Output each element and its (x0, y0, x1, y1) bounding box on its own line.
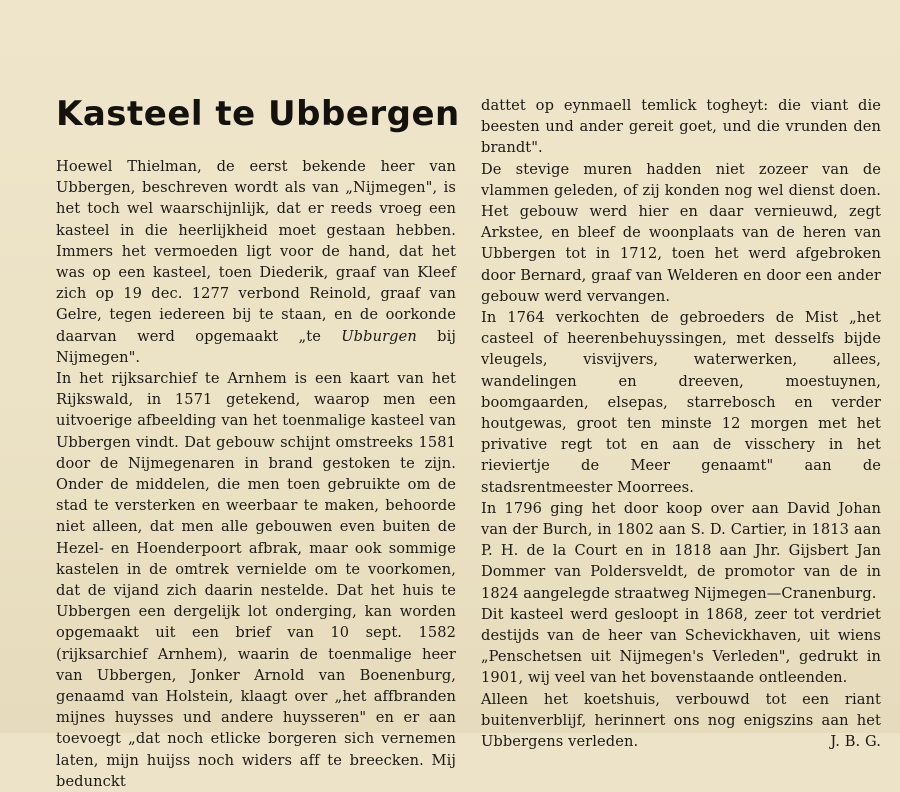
paragraph-1-text: Hoewel Thielman, de eerst bekende heer van Ubbergen, beschreven wordt als van „Nijmegen", is het toch wel waarschijnlijk, dat er reeds vroeg een kasteel in die heerlijkheid moet gestaan hebben. Immers het vermoeden ligt voor de hand, dat het was op een kasteel, toen Diederik, graaf van Kleef zich op 19 dec. 1277 verbond Reinold, graaf van Gelre, tegen iedereen bij te staan, en de oorkonde daarvan werd opgemaakt „te (56, 158, 456, 345)
paragraph-2: In het rijksarchief te Arnhem is een kaart van het Rijkswald, in 1571 getekend, waarop men een uitvoerige afbeelding van het toenmalige kasteel van Ubbergen vindt. Dat gebouw schijnt omstreeks 1581 door de Nijmegenaren in brand gestoken te zijn. Onder de middelen, die men toen gebruikte om de stad te versterken en weerbaar te maken, behoorde niet alleen, dat men alle gebouwen even buiten de Hezel- en Hoenderpoort afbrak, maar ook sommige kastelen in de omtrek vernielde om te voorkomen, dat de vijand zich daarin nestelde. Dat het huis te Ubbergen een dergelijk lot onderging, kan worden opgemaakt uit een brief van 10 sept. 1582 (rijksarchief Arnhem), waarin de toenmalige heer van Ubbergen, Jonker Arnold van Boenenburg, genaamd van Holstein, klaagt over „het affbranden mijnes huysses und andere huysseren" en er aan toevoegt „dat noch etlicke borgeren sich vernemen laten, mijn huijss noch widers aff te breecken. Mij bedunckt (56, 370, 456, 790)
paragraph-7: Dit kasteel werd gesloopt in 1868, zeer tot verdriet destijds van de heer van Schevickhaven, uit wiens „Penschetsen uit Nijmegen's Verleden", gedrukt in 1901, wij veel van het bovenstaande ontleenden. (481, 605, 881, 687)
signature: J. B. G. (830, 733, 881, 751)
paragraph-5: In 1764 verkochten de gebroeders de Mist „het casteel of heerenbehuyssingen, met desselfs bijde vleugels, visvijvers, waterwerken, allees, wandelingen en dreeven, moestuynen, boomgaarden, elsepas, starrebosch en verder houtgewas, groot ten minste 12 morgen met het privative regt tot en aan de visschery in het rieviertje de Meer genaamt" aan de stadsrentmeester Moorrees. (481, 309, 881, 496)
paragraph-8 (481, 689, 881, 753)
left-column (56, 86, 460, 792)
paragraph-1-italic: Ubburgen (341, 327, 417, 345)
paragraph-8-text: Alleen het koetshuis, verbouwd tot een riant buitenverblijf, herinnert ons nog enigszins aan het Ubbergens verleden. (481, 690, 881, 751)
paragraph-3: dattet op eynmaell temlick togheyt: die viant die beesten und ander gereit goet, und die vrunden den brandt". (481, 97, 881, 157)
right-column (481, 95, 881, 752)
article-title: Kasteel te Ubbergen (56, 94, 460, 134)
paragraph-1-end: bij Nijmegen". (56, 327, 456, 366)
paragraph-1 (56, 156, 456, 368)
paragraph-4: De stevige muren hadden niet zozeer van de vlammen geleden, of zij konden nog wel dienst doen. Het gebouw werd hier en daar vernieuwd, zegt Arkstee, en bleef de woonplaats van de heren van Ubbergen tot in 1712, toen het werd afgebroken door Bernard, graaf van Welderen en door een ander gebouw werd vervangen. (481, 160, 881, 305)
paragraph-6: In 1796 ging het door koop over aan David Johan van der Burch, in 1802 aan S. D. Cartier, in 1813 aan P. H. de la Court en in 1818 aan Jhr. Gijsbert Jan Dommer van Poldersveldt, de promotor van de in 1824 aangelegde straatweg Nijmegen—Cranenburg. (481, 499, 881, 602)
